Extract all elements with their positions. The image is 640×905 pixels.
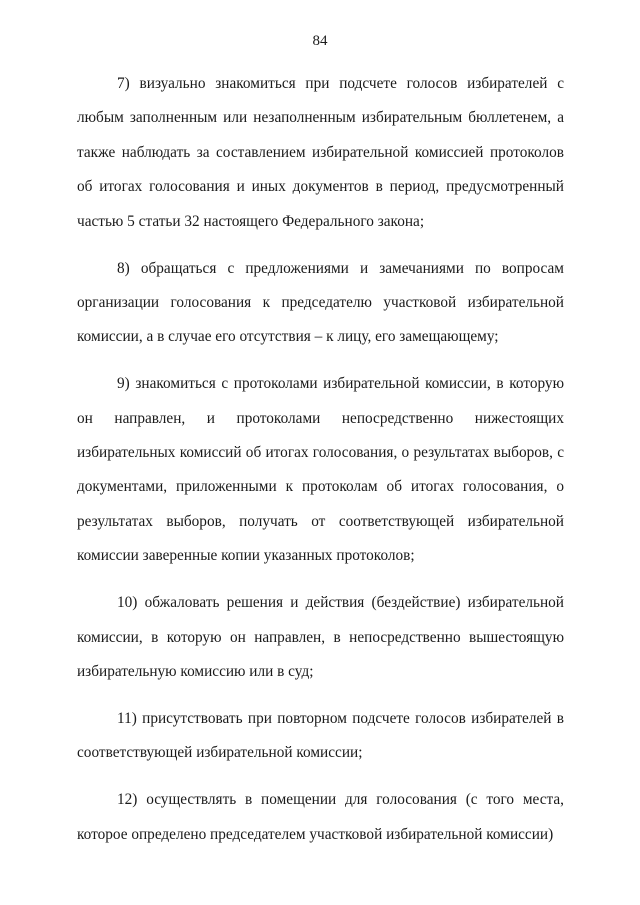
paragraph-item-8: 8) обращаться с предложениями и замечаниями по вопросам организации голосования к председателю участковой избирательной комиссии, а в случае его отсутствия – к лицу, его замещающему; [77,259,564,346]
paragraph-item-7: 7) визуально знакомиться при подсчете голосов избирателей с любым заполненным или незаполненным избирательным бюллетенем, а также наблюдать за составлением избирательной комиссией протоколов об итогах голосования и иных документов в период, предусмотренный частью 5 статьи 32 настоящего Федерального закона; [77,75,564,230]
paragraph-item-10: 10) обжаловать решения и действия (бездействие) избирательной комиссии, в которую он направлен, в непосредственно вышестоящую избирательную комиссию или в суд; [77,594,564,680]
page-number: 84 [312,33,328,49]
paragraph-item-9: 9) знакомиться с протоколами избирательной комиссии, в которую он направлен, и протоколами непосредственно нижестоящих избирательных комиссий об итогах голосования, о результатах выборов, с документами, приложенными к протоколам об итогах голосования, о результатах выборов, получать от соответствующей избирательной комиссии заверенные копии указанных протоколов; [77,375,564,565]
paragraph-item-11: 11) присутствовать при повторном подсчете голосов избирателей в соответствующей избирательной комиссии; [77,709,564,762]
paragraph-item-12: 12) осуществлять в помещении для голосования (с того места, которое определено председателем участковой избирательной комиссии) [77,791,564,843]
document-body [77,67,564,865]
